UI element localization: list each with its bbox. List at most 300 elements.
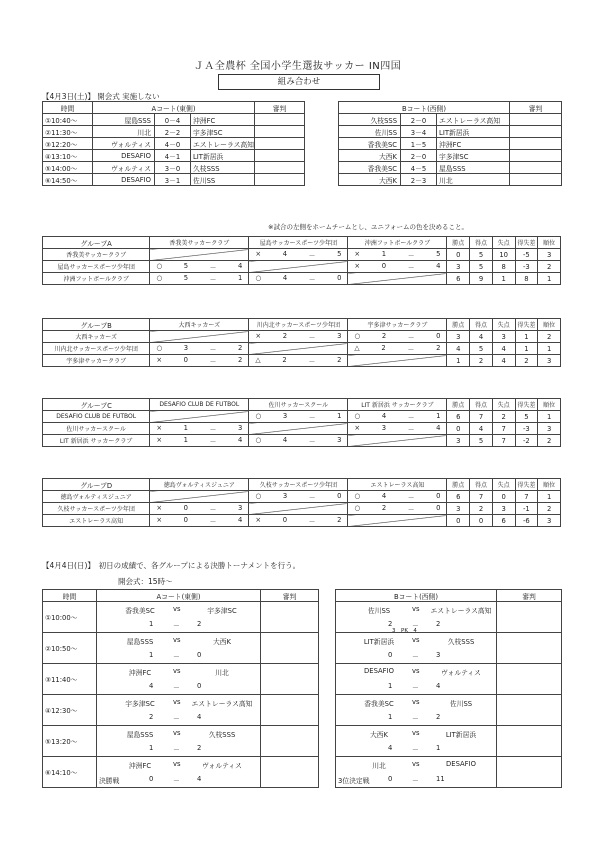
stat-header: 勝点: [447, 237, 470, 249]
result-cell: [150, 343, 249, 355]
referee-cell: [261, 757, 319, 788]
match: [97, 695, 260, 725]
self-match-cell: [348, 355, 447, 367]
match-time: ⑤13:20～: [43, 726, 97, 757]
stat-header: 得点: [470, 237, 493, 249]
score-dash: －: [412, 653, 419, 661]
goals-against: 2: [436, 343, 441, 352]
result-cell: [150, 273, 249, 285]
goals-for: 3: [282, 411, 288, 420]
away-goals: 11: [436, 775, 445, 783]
goals-scored: 4: [470, 331, 493, 343]
score-dash: －: [407, 333, 415, 342]
home-team: 大西K: [339, 150, 401, 162]
home-team: 川北: [93, 126, 155, 138]
goal-difference: -2: [515, 435, 538, 447]
col-referee: 審判: [255, 102, 305, 114]
referee-cell: [510, 174, 562, 186]
away-goals: 2: [197, 744, 202, 752]
result: [249, 436, 347, 446]
result: [150, 436, 248, 446]
result: [249, 492, 347, 502]
referee-cell: [510, 162, 562, 174]
goals-against: 1: [337, 411, 342, 420]
opponent-header: 屋島サッカースポーツ少年団: [249, 237, 348, 249]
referee-cell: [510, 138, 562, 150]
goals-against: 3: [238, 503, 243, 512]
result-cell: [150, 423, 249, 435]
goals-conceded: 8: [492, 261, 515, 273]
home-team: 宇多津SC: [125, 700, 155, 708]
points: 3: [447, 503, 470, 515]
match-row: [43, 757, 562, 788]
score-dash: －: [412, 746, 419, 754]
spacer: [305, 138, 339, 150]
group-team-row: [43, 503, 561, 515]
col-time: 時間: [43, 590, 97, 602]
result: [348, 262, 446, 272]
goals-for: 4: [381, 491, 387, 500]
stat-header: 失点: [492, 399, 515, 411]
group-team-row: [43, 491, 561, 503]
score-dash: －: [308, 437, 316, 446]
goal-difference: 7: [515, 491, 538, 503]
away-team: 屋島SSS: [437, 162, 510, 174]
result-mark: ×: [354, 261, 361, 270]
col-referee: 審判: [510, 102, 562, 114]
col-a-court: Aコート(東側): [93, 102, 255, 114]
points: 3: [447, 331, 470, 343]
result-mark: △: [255, 355, 261, 364]
goal-difference: -1: [515, 503, 538, 515]
spacer: [305, 162, 339, 174]
match: [336, 633, 496, 663]
result-mark: ×: [156, 435, 163, 444]
away-team: 宇多津SC: [437, 150, 510, 162]
match-score: 4－5: [401, 162, 437, 174]
away-team: エストレーラス高知: [430, 607, 492, 615]
stat-header: 得点: [470, 399, 493, 411]
stat-header: 失点: [492, 479, 515, 491]
score-dash: －: [407, 345, 415, 354]
home-team: 屋島SSS: [93, 114, 155, 126]
opponent-header: 大西キッカーズ: [150, 319, 249, 331]
goals-against: 4: [238, 515, 243, 524]
stat-header: 勝点: [447, 319, 470, 331]
vs-label: vs: [173, 636, 181, 644]
opponent-header: エストレーラス高知: [348, 479, 447, 491]
away-team: 佐川SS: [191, 174, 255, 186]
result-cell: [348, 503, 447, 515]
referee-cell: [497, 757, 562, 788]
result: [249, 356, 347, 366]
group-team-row: [43, 331, 561, 343]
goals-for: 1: [183, 423, 188, 432]
goals-for: 5: [183, 273, 189, 282]
match-time: ③12:20～: [43, 138, 93, 150]
day1-schedule-table: [42, 101, 562, 186]
away-team: LIT新居浜: [437, 126, 510, 138]
home-team: ヴォルティス: [93, 138, 155, 150]
pk-score: 3 PK 4: [392, 628, 417, 633]
team-name: 徳島ヴォルティスジュニア: [43, 491, 150, 503]
goals-against: 0: [337, 273, 342, 282]
goals-against: 0: [436, 503, 441, 512]
day2-header-row: [43, 590, 562, 602]
score-dash: －: [209, 275, 217, 284]
self-match-cell: [348, 435, 447, 447]
goals-against: 4: [436, 423, 441, 432]
rank: 2: [538, 435, 561, 447]
stat-header: 順位: [538, 479, 561, 491]
match-score: 3－1: [155, 174, 191, 186]
spacer: [319, 602, 336, 633]
match-row: [43, 633, 562, 664]
away-team: 佐川SS: [449, 700, 473, 708]
col-a-court: Aコート(東側): [97, 590, 261, 602]
result-mark: ○: [156, 273, 163, 282]
score-dash: －: [209, 437, 217, 446]
team-name: DESAFIO CLUB DE FUTBOL: [43, 411, 150, 423]
self-match-cell: [150, 491, 249, 503]
away-team: LIT新居浜: [191, 150, 255, 162]
away-team: 久枝SSS: [191, 162, 255, 174]
round-label: 決勝戦: [99, 777, 120, 785]
home-team: 大西K: [339, 174, 401, 186]
group-table: [42, 478, 561, 527]
result-cell: [249, 331, 348, 343]
vs-label: vs: [173, 760, 181, 768]
away-team: 久枝SSS: [208, 731, 236, 739]
away-goals: 3: [436, 651, 441, 659]
match-row: [43, 664, 562, 695]
match: [97, 664, 260, 694]
goals-against: 3: [337, 435, 342, 444]
result-cell: [150, 261, 249, 273]
match-time: ⑥14:50～: [43, 174, 93, 186]
result: [249, 516, 347, 526]
goals-for: 4: [282, 249, 288, 258]
self-match-cell: [249, 343, 348, 355]
vs-label: vs: [173, 698, 181, 706]
score-dash: －: [173, 622, 180, 630]
points: 6: [447, 491, 470, 503]
spacer: [319, 590, 336, 602]
goals-for: 0: [183, 515, 188, 524]
away-team: 宇多津SC: [207, 607, 237, 615]
goal-difference: 1: [515, 343, 538, 355]
group-name: グループB: [43, 319, 150, 331]
home-goals: 1: [388, 682, 393, 690]
goals-against: 1: [436, 411, 441, 420]
goals-for: 0: [282, 515, 288, 524]
match-score: 1－5: [401, 138, 437, 150]
group-header-row: [43, 237, 561, 249]
group-team-row: [43, 411, 561, 423]
stat-header: 得点: [470, 479, 493, 491]
goals-for: 3: [183, 343, 189, 352]
self-match-cell: [249, 261, 348, 273]
vs-label: vs: [412, 605, 420, 613]
goal-difference: 1: [515, 331, 538, 343]
match-row: [43, 695, 562, 726]
score-dash: －: [407, 505, 415, 514]
score-dash: －: [412, 622, 419, 630]
goals-scored: 5: [470, 435, 493, 447]
result: [150, 424, 248, 434]
match: [336, 695, 496, 725]
match-cell: [97, 633, 261, 664]
goals-conceded: 3: [492, 503, 515, 515]
rank: 2: [538, 261, 561, 273]
goal-difference: -3: [515, 261, 538, 273]
score-dash: －: [173, 715, 180, 723]
away-team: エストレーラス高知: [437, 114, 510, 126]
match-cell: [97, 726, 261, 757]
goal-difference: -6: [515, 515, 538, 527]
result: [348, 424, 446, 434]
spacer: [305, 114, 339, 126]
match-score: 0－4: [155, 114, 191, 126]
home-team: 久枝SSS: [339, 114, 401, 126]
opponent-header: 川内北サッカースポーツ少年団: [249, 319, 348, 331]
result-mark: ×: [156, 423, 163, 432]
goal-difference: 8: [515, 273, 538, 285]
stat-header: 得失差: [515, 399, 538, 411]
referee-cell: [510, 126, 562, 138]
result: [150, 516, 248, 526]
match-cell: [336, 633, 497, 664]
match-row: [43, 162, 562, 174]
away-team: ヴォルティス: [202, 762, 242, 770]
result-mark: ○: [255, 273, 262, 282]
col-b-court: Bコート(西側): [336, 590, 497, 602]
home-team: 香我美SC: [364, 700, 394, 708]
home-team: 佐川SS: [367, 607, 391, 615]
rank: 1: [538, 491, 561, 503]
result-mark: ×: [354, 423, 361, 432]
goals-conceded: 0: [492, 491, 515, 503]
home-goals: 0: [388, 775, 393, 783]
team-name: LIT 新居浜 サッカークラブ: [43, 435, 150, 447]
opponent-header: 沖洲フットボールクラブ: [348, 237, 447, 249]
match: [336, 602, 496, 632]
home-goals: 1: [388, 713, 393, 721]
away-goals: 2: [436, 620, 441, 628]
goals-for: 2: [381, 331, 387, 340]
away-team: 川北: [215, 669, 229, 677]
referee-cell: [497, 695, 562, 726]
result: [150, 504, 248, 514]
match-time: ⑤14:00～: [43, 162, 93, 174]
stat-header: 得失差: [515, 479, 538, 491]
match-score: 2－2: [155, 126, 191, 138]
result-mark: ○: [156, 261, 163, 270]
away-team: 宇多津SC: [191, 126, 255, 138]
result: [150, 344, 248, 354]
score-dash: －: [407, 263, 415, 272]
rank: 3: [538, 423, 561, 435]
goals-against: 2: [337, 515, 342, 524]
match-score: 4－1: [155, 150, 191, 162]
goals-against: 2: [238, 355, 243, 364]
match-time: ④13:10～: [43, 150, 93, 162]
match-time: ③11:40～: [43, 664, 97, 695]
stat-header: 勝点: [447, 479, 470, 491]
goals-for: 1: [381, 249, 387, 258]
result-cell: [150, 515, 249, 527]
opponent-header: 香我美サッカークラブ: [150, 237, 249, 249]
goal-difference: -5: [515, 249, 538, 261]
group-table: [42, 318, 561, 367]
score-dash: －: [209, 263, 217, 272]
away-team: LIT新居浜: [445, 731, 477, 739]
day1-note: ※試合の左側をホームチームとし、ユニフォームの色を決めること。: [268, 223, 468, 231]
score-dash: －: [209, 357, 217, 366]
team-name: 屋島サッカースポーツ少年団: [43, 261, 150, 273]
match-time: ①10:00～: [43, 602, 97, 633]
group-table: [42, 398, 561, 447]
match-cell: [336, 757, 497, 788]
goals-scored: 9: [470, 273, 493, 285]
goals-against: 4: [436, 261, 441, 270]
away-team: 沖洲FC: [191, 114, 255, 126]
opponent-header: 佐川サッカースクール: [249, 399, 348, 411]
goals-for: 2: [282, 331, 288, 340]
result: [150, 356, 248, 366]
score-dash: －: [209, 505, 217, 514]
result-cell: [150, 355, 249, 367]
goals-against: 5: [337, 249, 342, 258]
referee-cell: [255, 126, 305, 138]
match: [97, 757, 260, 787]
stat-header: 順位: [538, 319, 561, 331]
home-team: 川北: [372, 762, 386, 770]
referee-cell: [510, 150, 562, 162]
result-cell: [150, 503, 249, 515]
goals-scored: 4: [470, 423, 493, 435]
stat-header: 得失差: [515, 319, 538, 331]
result-mark: ○: [255, 491, 262, 500]
self-match-cell: [150, 411, 249, 423]
result-mark: ○: [354, 503, 361, 512]
away-goals: 4: [197, 775, 202, 783]
referee-cell: [261, 664, 319, 695]
referee-cell: [261, 633, 319, 664]
vs-label: vs: [412, 729, 420, 737]
col-time: 時間: [43, 102, 93, 114]
goals-scored: 0: [470, 515, 493, 527]
goals-against: 0: [436, 491, 441, 500]
home-team: ヴォルティス: [93, 162, 155, 174]
rank: 1: [538, 273, 561, 285]
score-dash: －: [407, 413, 415, 422]
match-cell: [97, 757, 261, 788]
goals-against: 2: [337, 355, 342, 364]
goals-conceded: 2: [492, 411, 515, 423]
referee-cell: [255, 138, 305, 150]
result-cell: [348, 411, 447, 423]
result-cell: [348, 261, 447, 273]
home-team: DESAFIO: [364, 667, 394, 675]
group-team-row: [43, 435, 561, 447]
home-team: 香我美SC: [339, 138, 401, 150]
result-mark: ×: [156, 355, 163, 364]
home-team: 大西K: [369, 731, 389, 739]
goals-for: 3: [282, 491, 288, 500]
vs-label: vs: [173, 729, 181, 737]
result-cell: [249, 491, 348, 503]
score-dash: －: [308, 357, 316, 366]
away-goals: 4: [197, 713, 202, 721]
result: [348, 332, 446, 342]
home-team: 佐川SS: [339, 126, 401, 138]
away-goals: 4: [436, 682, 441, 690]
result: [150, 274, 248, 284]
match-time: ⑥14:10～: [43, 757, 97, 788]
match: [97, 726, 260, 756]
team-name: エストレーラス高知: [43, 515, 150, 527]
result-mark: ○: [156, 343, 163, 352]
goals-against: 4: [238, 261, 243, 270]
goals-scored: 5: [470, 261, 493, 273]
home-goals: 0: [388, 651, 393, 659]
opponent-header: 徳島ヴォルティスジュニア: [150, 479, 249, 491]
goals-for: 0: [183, 503, 188, 512]
goals-for: 0: [183, 355, 188, 364]
home-team: DESAFIO: [93, 174, 155, 186]
goals-scored: 7: [470, 491, 493, 503]
rank: 3: [538, 515, 561, 527]
home-goals: 0: [149, 775, 154, 783]
spacer: [305, 150, 339, 162]
opponent-header: 久枝サッカースポーツ少年団: [249, 479, 348, 491]
match-score: 4－0: [155, 138, 191, 150]
score-dash: －: [173, 684, 180, 692]
opponent-header: LIT 新居浜 サッカークラブ: [348, 399, 447, 411]
match-cell: [336, 726, 497, 757]
result-cell: [348, 491, 447, 503]
result-cell: [249, 411, 348, 423]
vs-label: vs: [173, 605, 181, 613]
group-header-row: [43, 479, 561, 491]
away-team: 川北: [437, 174, 510, 186]
score-dash: －: [173, 777, 180, 785]
self-match-cell: [249, 503, 348, 515]
match-cell: [97, 695, 261, 726]
team-name: 久枝サッカースポーツ少年団: [43, 503, 150, 515]
team-name: 佐川サッカースクール: [43, 423, 150, 435]
score-dash: －: [308, 517, 316, 526]
result-mark: ○: [354, 331, 361, 340]
result-mark: ○: [255, 435, 262, 444]
score-dash: －: [308, 493, 316, 502]
rank: 2: [538, 503, 561, 515]
points: 1: [447, 355, 470, 367]
match-score: 3－0: [155, 162, 191, 174]
goals-for: 4: [282, 435, 288, 444]
self-match-cell: [150, 249, 249, 261]
score-dash: －: [407, 493, 415, 502]
group-header-row: [43, 319, 561, 331]
stat-header: 順位: [538, 237, 561, 249]
stat-header: 勝点: [447, 399, 470, 411]
away-goals: 0: [197, 651, 202, 659]
match-time: ①10:40～: [43, 114, 93, 126]
home-team: 屋島SSS: [126, 731, 154, 739]
result-cell: [249, 249, 348, 261]
points: 3: [447, 435, 470, 447]
